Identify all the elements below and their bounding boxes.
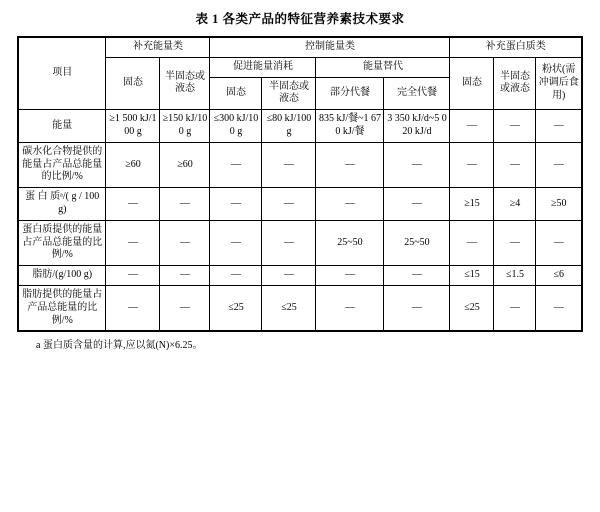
cell: — <box>262 266 316 286</box>
col-header-protein-solid: 固态 <box>450 57 494 109</box>
cell: ≥60 <box>106 142 160 187</box>
cell: — <box>494 142 536 187</box>
table-row <box>18 110 582 143</box>
cell: — <box>450 110 494 143</box>
cell: — <box>262 142 316 187</box>
cell: ≤300 kJ/100 g <box>210 110 262 143</box>
cell: — <box>384 285 450 331</box>
cell: — <box>384 142 450 187</box>
cell: — <box>106 285 160 331</box>
cell: ≤25 <box>210 285 262 331</box>
col-header-total-meal-replacement: 完全代餐 <box>384 77 450 110</box>
item-column-header: 项目 <box>18 37 106 110</box>
col-header-control-semisolid-liquid: 半固态或液态 <box>262 77 316 110</box>
cell: — <box>210 188 262 221</box>
row-header-protein-content: 蛋 白 质ᵃ/( g / 100 g) <box>18 188 106 221</box>
cell: — <box>316 266 384 286</box>
group-header-energy-control: 控制能量类 <box>210 37 450 57</box>
specification-table <box>17 36 583 332</box>
row-header-fat-energy-ratio: 脂肪提供的能量占产品总能量的比例/% <box>18 285 106 331</box>
cell: ≤15 <box>450 266 494 286</box>
cell: — <box>536 285 582 331</box>
table-row <box>18 266 582 286</box>
cell: — <box>494 220 536 265</box>
cell: — <box>384 188 450 221</box>
cell: — <box>106 220 160 265</box>
cell: — <box>262 220 316 265</box>
table-row <box>18 142 582 187</box>
cell: — <box>210 266 262 286</box>
cell: — <box>316 188 384 221</box>
cell: — <box>536 220 582 265</box>
group-header-protein-supplement: 补充蛋白质类 <box>450 37 582 57</box>
group-header-energy-supplement: 补充能量类 <box>106 37 210 57</box>
subgroup-header-promote-expenditure: 促进能量消耗 <box>210 57 316 77</box>
row-header-protein-energy-ratio: 蛋白质提供的能量占产品总能量的比例/% <box>18 220 106 265</box>
table-caption: 表 1 各类产品的特征营养素技术要求 <box>195 12 405 26</box>
cell: — <box>316 285 384 331</box>
cell: — <box>494 285 536 331</box>
cell: ≥60 <box>160 142 210 187</box>
cell: — <box>450 142 494 187</box>
cell: 835 kJ/餐~1 670 kJ/餐 <box>316 110 384 143</box>
cell: — <box>160 220 210 265</box>
cell: — <box>106 188 160 221</box>
cell: — <box>316 142 384 187</box>
col-header-supplement-semisolid-liquid: 半固态或液态 <box>160 57 210 109</box>
col-header-supplement-solid: 固态 <box>106 57 160 109</box>
table-row <box>18 285 582 331</box>
cell: — <box>210 220 262 265</box>
row-header-energy: 能量 <box>18 110 106 143</box>
cell: 25~50 <box>316 220 384 265</box>
row-header-carbohydrate-energy-ratio: 碳水化合物提供的能量占产品总能量的比例/% <box>18 142 106 187</box>
cell: ≥150 kJ/100 g <box>160 110 210 143</box>
table-row <box>18 188 582 221</box>
cell: — <box>262 188 316 221</box>
col-header-control-solid: 固态 <box>210 77 262 110</box>
cell: ≤6 <box>536 266 582 286</box>
table-footnote: a 蛋白质含量的计算,应以氮(N)×6.25。 <box>36 340 203 352</box>
cell: — <box>160 266 210 286</box>
cell: 3 350 kJ/d~5 020 kJ/d <box>384 110 450 143</box>
row-header-fat-content: 脂肪/(g/100 g) <box>18 266 106 286</box>
col-header-partial-meal-replacement: 部分代餐 <box>316 77 384 110</box>
cell: — <box>536 110 582 143</box>
col-header-protein-powder: 粉状(需冲调后食用) <box>536 57 582 109</box>
cell: — <box>536 142 582 187</box>
cell: — <box>210 142 262 187</box>
cell: — <box>160 188 210 221</box>
cell: ≤25 <box>450 285 494 331</box>
cell: — <box>384 266 450 286</box>
col-header-protein-semisolid-liquid: 半固态或液态 <box>494 57 536 109</box>
header-row-groups <box>18 37 582 57</box>
cell: ≥15 <box>450 188 494 221</box>
cell: ≥4 <box>494 188 536 221</box>
table-row <box>18 220 582 265</box>
subgroup-header-energy-replacement: 能量替代 <box>316 57 450 77</box>
cell: — <box>106 266 160 286</box>
cell: ≥1 500 kJ/100 g <box>106 110 160 143</box>
cell: — <box>160 285 210 331</box>
cell: ≤80 kJ/100 g <box>262 110 316 143</box>
cell: ≤25 <box>262 285 316 331</box>
cell: — <box>494 110 536 143</box>
cell: ≤1.5 <box>494 266 536 286</box>
cell: 25~50 <box>384 220 450 265</box>
cell: — <box>450 220 494 265</box>
cell: ≥50 <box>536 188 582 221</box>
